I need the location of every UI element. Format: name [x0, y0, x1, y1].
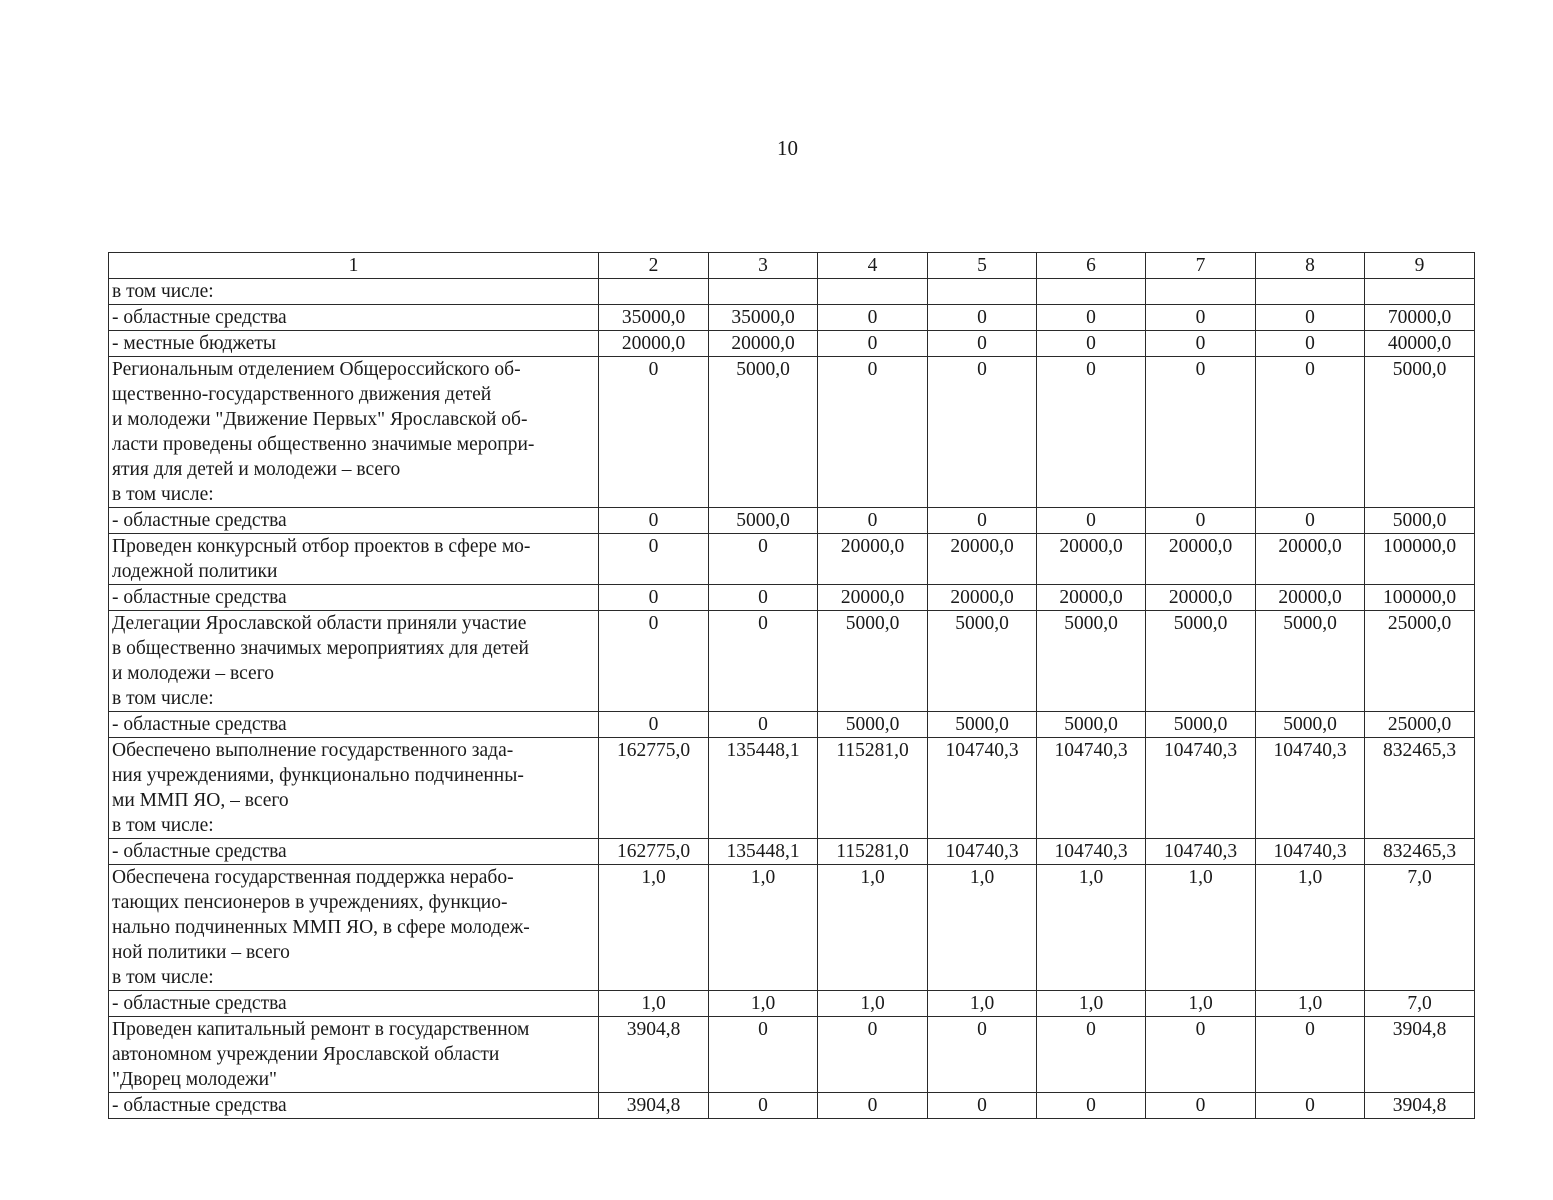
- value-cell: 20000,0: [1146, 534, 1256, 585]
- value-cell: 0: [928, 1093, 1037, 1119]
- table-body: [109, 253, 1475, 1119]
- table-row: [109, 712, 1475, 738]
- row-description: - областные средства: [109, 508, 599, 534]
- value-cell: 0: [599, 534, 709, 585]
- value-cell: 1,0: [928, 991, 1037, 1017]
- value-cell: 3904,8: [599, 1017, 709, 1093]
- header-cell: 6: [1037, 253, 1146, 279]
- value-cell: 20000,0: [1146, 585, 1256, 611]
- value-cell: 0: [1146, 305, 1256, 331]
- row-description: - областные средства: [109, 305, 599, 331]
- header-cell: 9: [1365, 253, 1475, 279]
- row-description: - областные средства: [109, 712, 599, 738]
- table-row: [109, 611, 1475, 712]
- header-cell: 4: [818, 253, 928, 279]
- value-cell: 0: [1037, 331, 1146, 357]
- value-cell: 20000,0: [928, 585, 1037, 611]
- budget-table: [108, 252, 1475, 1119]
- value-cell: [1256, 279, 1365, 305]
- value-cell: 0: [818, 305, 928, 331]
- value-cell: 104740,3: [1037, 738, 1146, 839]
- value-cell: 0: [1037, 357, 1146, 508]
- page-number: 10: [777, 136, 798, 160]
- value-cell: 104740,3: [1146, 738, 1256, 839]
- value-cell: 20000,0: [1256, 585, 1365, 611]
- value-cell: 1,0: [709, 991, 818, 1017]
- table-row: [109, 331, 1475, 357]
- value-cell: 832465,3: [1365, 839, 1475, 865]
- header-cell: 2: [599, 253, 709, 279]
- value-cell: 104740,3: [928, 839, 1037, 865]
- value-cell: 25000,0: [1365, 611, 1475, 712]
- value-cell: 1,0: [709, 865, 818, 991]
- value-cell: [818, 279, 928, 305]
- row-description: Проведен капитальный ремонт в государственном автономном учреждении Ярославской области "Дворец молодежи": [109, 1017, 599, 1093]
- table-row: [109, 508, 1475, 534]
- value-cell: 20000,0: [818, 585, 928, 611]
- value-cell: 0: [1146, 1017, 1256, 1093]
- value-cell: 1,0: [1256, 865, 1365, 991]
- value-cell: [1146, 279, 1256, 305]
- value-cell: 0: [928, 305, 1037, 331]
- value-cell: 25000,0: [1365, 712, 1475, 738]
- row-description: Региональным отделением Общероссийского об- щественно-государственного движения детей и молодежи "Движение Первых" Ярославской об- ласти проведены общественно значимые меропри- ятия для детей и молодежи – всего в том числе:: [109, 357, 599, 508]
- table-row: [109, 279, 1475, 305]
- value-cell: 162775,0: [599, 738, 709, 839]
- value-cell: 0: [1037, 1093, 1146, 1119]
- value-cell: 1,0: [1256, 991, 1365, 1017]
- value-cell: [599, 279, 709, 305]
- value-cell: 0: [928, 331, 1037, 357]
- value-cell: 5000,0: [928, 712, 1037, 738]
- value-cell: 1,0: [1146, 865, 1256, 991]
- value-cell: 162775,0: [599, 839, 709, 865]
- table-row: [109, 991, 1475, 1017]
- header-cell: 5: [928, 253, 1037, 279]
- table-header-row: [109, 253, 1475, 279]
- value-cell: 3904,8: [1365, 1017, 1475, 1093]
- row-description: - областные средства: [109, 1093, 599, 1119]
- value-cell: 0: [1256, 357, 1365, 508]
- header-cell: 3: [709, 253, 818, 279]
- value-cell: 0: [599, 357, 709, 508]
- row-description: Делегации Ярославской области приняли участие в общественно значимых мероприятиях для детей и молодежи – всего в том числе:: [109, 611, 599, 712]
- value-cell: 5000,0: [1365, 357, 1475, 508]
- value-cell: 1,0: [818, 991, 928, 1017]
- value-cell: 5000,0: [1146, 611, 1256, 712]
- value-cell: 0: [818, 508, 928, 534]
- value-cell: 0: [1256, 1017, 1365, 1093]
- value-cell: 35000,0: [709, 305, 818, 331]
- value-cell: 5000,0: [928, 611, 1037, 712]
- value-cell: [709, 279, 818, 305]
- value-cell: 0: [1037, 305, 1146, 331]
- value-cell: 0: [709, 611, 818, 712]
- value-cell: 0: [928, 357, 1037, 508]
- value-cell: 0: [1256, 1093, 1365, 1119]
- value-cell: 135448,1: [709, 738, 818, 839]
- table-row: [109, 357, 1475, 508]
- table-row: [109, 585, 1475, 611]
- value-cell: 0: [1256, 331, 1365, 357]
- value-cell: 0: [1146, 357, 1256, 508]
- table-row: [109, 1093, 1475, 1119]
- value-cell: 104740,3: [1146, 839, 1256, 865]
- value-cell: 0: [1146, 1093, 1256, 1119]
- value-cell: 1,0: [599, 991, 709, 1017]
- row-description: Проведен конкурсный отбор проектов в сфере мо- лодежной политики: [109, 534, 599, 585]
- table-row: [109, 534, 1475, 585]
- value-cell: 20000,0: [818, 534, 928, 585]
- value-cell: 1,0: [1146, 991, 1256, 1017]
- value-cell: 115281,0: [818, 839, 928, 865]
- value-cell: 1,0: [1037, 991, 1146, 1017]
- value-cell: 20000,0: [1037, 585, 1146, 611]
- value-cell: 20000,0: [1037, 534, 1146, 585]
- value-cell: 35000,0: [599, 305, 709, 331]
- value-cell: 40000,0: [1365, 331, 1475, 357]
- value-cell: 104740,3: [1256, 738, 1365, 839]
- row-description: в том числе:: [109, 279, 599, 305]
- value-cell: 0: [1146, 508, 1256, 534]
- value-cell: 100000,0: [1365, 534, 1475, 585]
- value-cell: 0: [709, 534, 818, 585]
- value-cell: 5000,0: [1146, 712, 1256, 738]
- header-cell: 8: [1256, 253, 1365, 279]
- value-cell: 5000,0: [1256, 712, 1365, 738]
- value-cell: 7,0: [1365, 991, 1475, 1017]
- table-row: [109, 305, 1475, 331]
- header-cell: 7: [1146, 253, 1256, 279]
- value-cell: 20000,0: [928, 534, 1037, 585]
- value-cell: 0: [928, 1017, 1037, 1093]
- value-cell: 0: [1256, 305, 1365, 331]
- value-cell: 20000,0: [599, 331, 709, 357]
- value-cell: 20000,0: [1256, 534, 1365, 585]
- value-cell: 5000,0: [818, 611, 928, 712]
- table-row: [109, 865, 1475, 991]
- value-cell: [1037, 279, 1146, 305]
- value-cell: 70000,0: [1365, 305, 1475, 331]
- value-cell: [928, 279, 1037, 305]
- row-description: - областные средства: [109, 839, 599, 865]
- table-row: [109, 1017, 1475, 1093]
- value-cell: 0: [709, 712, 818, 738]
- value-cell: 20000,0: [709, 331, 818, 357]
- value-cell: 0: [1146, 331, 1256, 357]
- header-cell: 1: [109, 253, 599, 279]
- row-description: - областные средства: [109, 585, 599, 611]
- value-cell: 115281,0: [818, 738, 928, 839]
- value-cell: 1,0: [928, 865, 1037, 991]
- value-cell: 0: [1037, 1017, 1146, 1093]
- value-cell: 832465,3: [1365, 738, 1475, 839]
- value-cell: 0: [599, 585, 709, 611]
- table-row: [109, 738, 1475, 839]
- value-cell: 5000,0: [709, 357, 818, 508]
- value-cell: 3904,8: [1365, 1093, 1475, 1119]
- row-description: Обеспечено выполнение государственного зада- ния учреждениями, функционально подчиненны- ми ММП ЯО, – всего в том числе:: [109, 738, 599, 839]
- value-cell: 1,0: [1037, 865, 1146, 991]
- value-cell: 0: [818, 1017, 928, 1093]
- row-description: Обеспечена государственная поддержка нерабо- тающих пенсионеров в учреждениях, функцио- нально подчиненных ММП ЯО, в сфере молодеж- ной политики – всего в том числе:: [109, 865, 599, 991]
- value-cell: 0: [1256, 508, 1365, 534]
- value-cell: 0: [818, 357, 928, 508]
- value-cell: 0: [599, 611, 709, 712]
- value-cell: 7,0: [1365, 865, 1475, 991]
- value-cell: 0: [1037, 508, 1146, 534]
- value-cell: 5000,0: [1256, 611, 1365, 712]
- value-cell: 5000,0: [1037, 611, 1146, 712]
- value-cell: 5000,0: [1365, 508, 1475, 534]
- value-cell: 0: [599, 508, 709, 534]
- value-cell: 5000,0: [1037, 712, 1146, 738]
- value-cell: 0: [599, 712, 709, 738]
- value-cell: 104740,3: [928, 738, 1037, 839]
- value-cell: 104740,3: [1037, 839, 1146, 865]
- value-cell: 135448,1: [709, 839, 818, 865]
- value-cell: 3904,8: [599, 1093, 709, 1119]
- value-cell: 1,0: [818, 865, 928, 991]
- row-description: - областные средства: [109, 991, 599, 1017]
- row-description: - местные бюджеты: [109, 331, 599, 357]
- table-row: [109, 839, 1475, 865]
- value-cell: 0: [818, 331, 928, 357]
- value-cell: 100000,0: [1365, 585, 1475, 611]
- value-cell: 1,0: [599, 865, 709, 991]
- value-cell: 0: [709, 1093, 818, 1119]
- value-cell: 0: [818, 1093, 928, 1119]
- value-cell: 0: [928, 508, 1037, 534]
- value-cell: 0: [709, 585, 818, 611]
- value-cell: 0: [709, 1017, 818, 1093]
- value-cell: 104740,3: [1256, 839, 1365, 865]
- value-cell: 5000,0: [709, 508, 818, 534]
- value-cell: 5000,0: [818, 712, 928, 738]
- value-cell: [1365, 279, 1475, 305]
